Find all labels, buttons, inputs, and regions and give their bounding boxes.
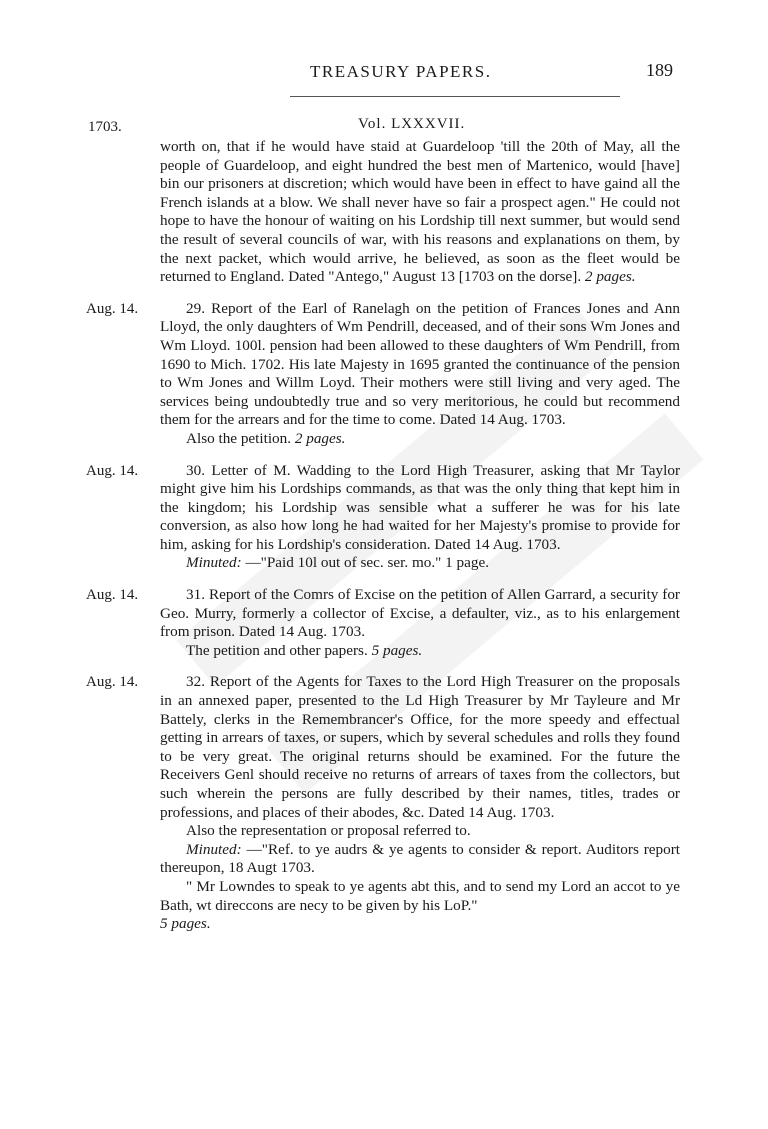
entry-quote (160, 878, 680, 915)
volume-line (0, 116, 768, 140)
entry-date: Aug. 14. (86, 587, 139, 604)
extra-pages: 5 pages. (371, 641, 423, 659)
entry-text (160, 138, 680, 287)
entry-date-blank (86, 138, 160, 287)
entry-body (160, 586, 680, 660)
extra-text: Also the petition. (186, 429, 292, 447)
minuted-label: Minuted: (186, 554, 242, 572)
entry-extra (160, 430, 680, 449)
entries-list (86, 138, 686, 947)
year-label: 1703. (88, 119, 122, 135)
entry-extra (160, 642, 680, 661)
entry-32 (86, 673, 686, 933)
extra-pages: 2 pages. (294, 429, 346, 447)
page-number: 189 (646, 60, 673, 80)
continuation-entry (86, 138, 686, 287)
volume-label: Vol. LXXXVII. (358, 116, 466, 132)
entry-text: 30. Letter of M. Wadding to the Lord High Treasurer, asking that Mr Taylor might give him his Lordships commands, as that was the only thing that kept him in the kingdom; his Lordship was sensible what a sufferer he was for his late conversion, as also how long he had waited for her Majesty's promise to provide for him, asking for his Lordship's consideration. Dated 14 Aug. 1703. (160, 461, 680, 553)
entry-date: Aug. 14. (86, 462, 139, 479)
entry-minuted (160, 841, 680, 878)
entry-date: Aug. 14. (86, 300, 139, 317)
entry-body (160, 673, 680, 933)
entry-text: 31. Report of the Comrs of Excise on the petition of Allen Garrard, a security for Geo. Murry, formerly a collector of Excise, a defaulter, viz., as to his enlargement from prison. Dated 14 Aug. 1703. (160, 586, 680, 641)
minuted-text: —"Paid 10l out of sec. ser. mo." 1 page. (245, 554, 490, 572)
quote-pages: 5 pages. (160, 915, 211, 933)
continuation-text: worth on, that if he would have staid at Guardeloop 'till the 20th of May, all the people of Guardeloop, and eight hundred the best men of Martenico, would [have] bin our prisoners at discretion; which would have been in effect to have gaind all the French islands at a blow. We shall never have so fair a prospect agen." He could not hope to have the honour of waiting on his Lordship till next summer, but would send the result of several councils of war, with his reasons and explanations on them, by the next packet, which would arrive, he believed, as soon as the fleet would be returned to England. Dated "Antego," August 13 [1703 on the dorse]. (160, 138, 680, 286)
page-header (0, 60, 768, 90)
entry-text: 32. Report of the Agents for Taxes to the Lord High Treasurer on the proposals in an annexed paper, presented to the Ld High Treasurer by Mr Tayleure and Mr Battely, clerks in the Remembrancer's Office, for the more speedy and effectual getting in arrears of taxes, or supers, which by several schedules and rolls they found to be very great. The original returns should be examined. For the future the Receivers Genl should receive no returns of arrears of taxes from the collectors, but such wherein the persons are fully described by their names, titles, trades or professions, and places of their abodes, &c. Dated 14 Aug. 1703. (160, 673, 680, 821)
entry-body (160, 462, 680, 574)
entry-30 (86, 462, 686, 574)
running-title: TREASURY PAPERS. (310, 62, 492, 81)
entry-29 (86, 300, 686, 449)
entry-extra: Also the representation or proposal referred to. (186, 822, 471, 840)
header-rule (290, 96, 620, 97)
continuation-pages: 2 pages. (584, 268, 636, 286)
entry-text: 29. Report of the Earl of Ranelagh on the petition of Frances Jones and Ann Lloyd, the only daughters of Wm Pendrill, deceased, and of their sons Wm Jones and Wm Lloyd. 100l. pension had been allowed to these daughters of Wm Pendrill, from 1690 to Mich. 1702. His late Majesty in 1695 granted the continuance of the pension to Wm Jones and Willm Loyd. Their mothers were still living and very aged. The services being undoubtedly true and so very meritorious, he could but recommend them for the arrears and for the time to come. Dated 14 Aug. 1703. (160, 299, 680, 429)
minuted-label: Minuted: (186, 840, 242, 858)
entry-pages (160, 915, 680, 934)
entry-date: Aug. 14. (86, 674, 139, 691)
extra-text: The petition and other papers. (186, 641, 368, 659)
entry-body (160, 300, 680, 449)
minuted-text: —"Ref. to ye audrs & ye agents to consider & report. Auditors report thereupon, 18 Augt 1703. (160, 840, 680, 877)
entry-minuted (160, 554, 680, 573)
quote-text: " Mr Lowndes to speak to ye agents abt this, and to send my Lord an accot to ye Bath, wt direccons are necy to be given by his LoP." (160, 877, 680, 914)
entry-31 (86, 586, 686, 660)
entry-body (160, 138, 680, 287)
